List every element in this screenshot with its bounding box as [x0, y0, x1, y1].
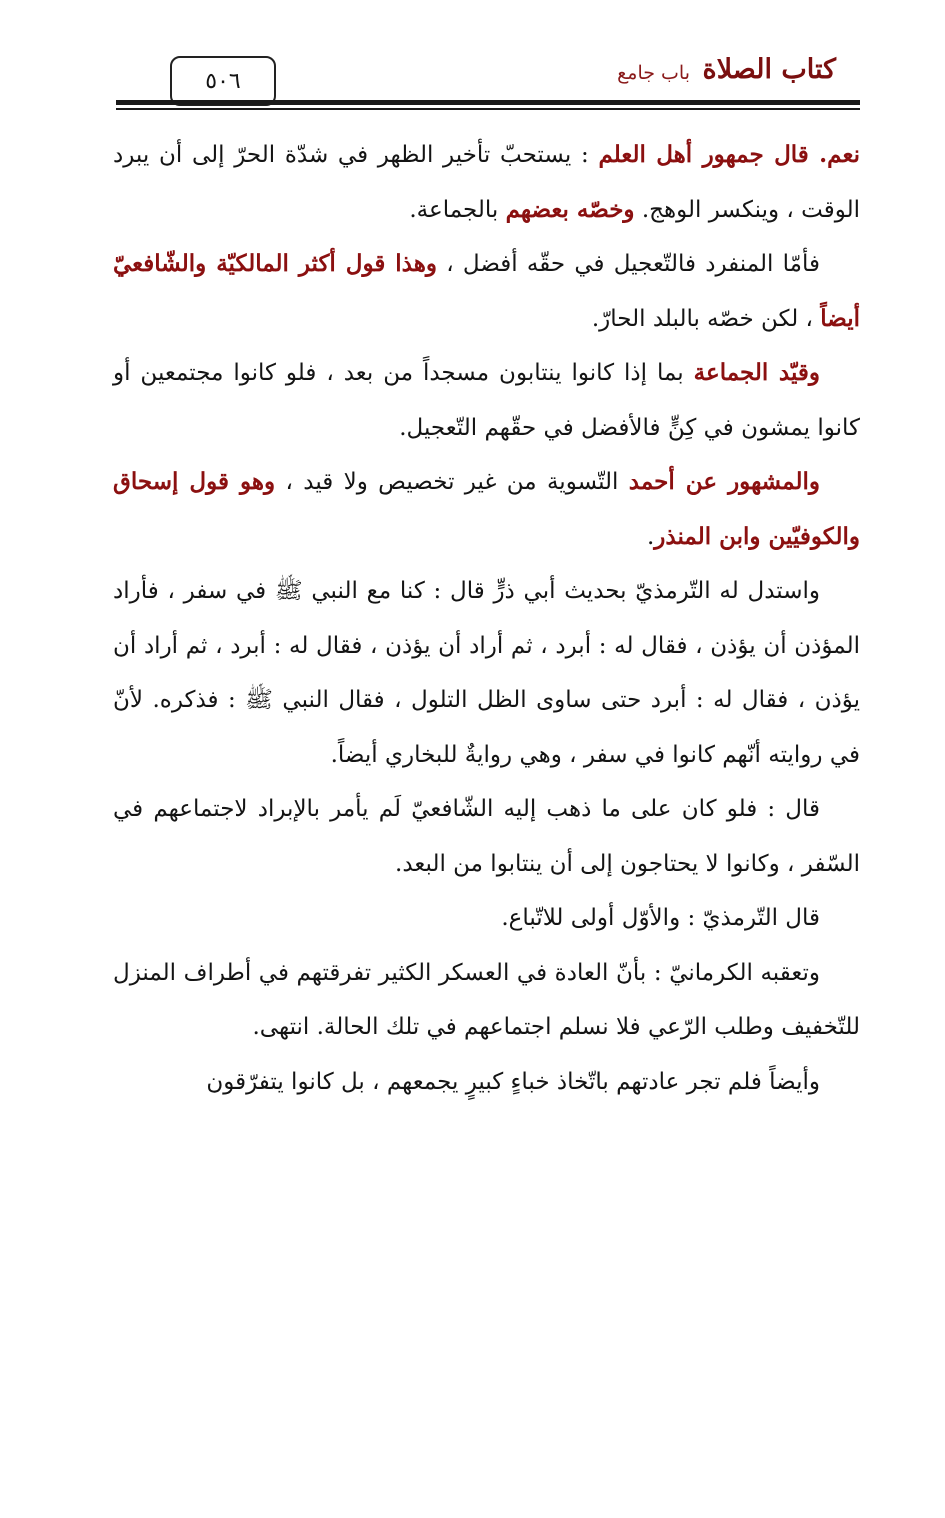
text-run: ، لكن خصّه بالبلد الحارّ. — [591, 305, 821, 332]
paragraph — [113, 946, 860, 1055]
chapter-title: باب جامع — [617, 62, 690, 84]
text-run: بما إذا كانوا ينتابون مسجداً من بعد ، فلو كانوا مجتمعين أو كانوا يمشون في كِنٍّ فالأفضل في حقّهم التّعجيل. — [113, 360, 860, 441]
text-run: التّسوية من غير تخصيص ولا قيد ، — [275, 469, 629, 495]
highlighted-phrase: وخصّه بعضهم — [505, 195, 635, 223]
paragraph — [113, 346, 860, 455]
highlighted-phrase: نعم. قال جمهور أهل العلم — [598, 141, 860, 168]
header-divider-thick — [116, 100, 860, 105]
paragraph — [113, 564, 860, 782]
highlighted-phrase: والمشهور عن أحمد — [628, 468, 820, 495]
text-run: واستدل له التّرمذيّ بحديث أبي ذرٍّ قال : كنا مع النبي ﷺ في سفر ، فأراد المؤذن أن يؤذن ، فقال له : أبرد ، ثم أراد أن يؤذن ، فقال له : أبرد ، ثم أراد أن يؤذن ، فقال له : أبرد حتى ساوى الظل التلول ، فقال النبي ﷺ : فذكره. لأنّ في روايته أنّهم كانوا في سفر ، وهي روايةٌ للبخاري أيضاً. — [113, 578, 860, 768]
paragraph — [113, 237, 860, 346]
text-run: قال التّرمذيّ : والأوّل أولى للاتّباع. — [501, 905, 820, 931]
page-header — [116, 48, 860, 106]
book-title: كتاب الصلاة — [702, 54, 836, 85]
paragraph — [113, 1055, 860, 1110]
text-run: وأيضاً فلم تجر عادتهم باتّخاذ خباءٍ كبيرٍ يجمعهم ، بل كانوا يتفرّقون — [206, 1068, 820, 1095]
text-run: . — [646, 523, 655, 550]
text-run: فأمّا المنفرد فالتّعجيل في حقّه أفضل ، — [437, 251, 821, 277]
paragraph — [113, 455, 860, 564]
text-run: قال : فلو كان على ما ذهب إليه الشّافعيّ لَم يأمر بالإبراد لاجتماعهم في السّفر ، وكانوا لا يحتاجون إلى أن ينتابوا من البعد. — [113, 796, 860, 877]
text-run: : يستحبّ تأخير الظهر في شدّة الحرّ إلى أن يبرد الوقت ، وينكسر الوهج. — [113, 142, 860, 223]
paragraph — [113, 891, 860, 946]
paragraph — [113, 782, 860, 891]
page-body — [113, 128, 860, 1109]
paragraph — [113, 128, 860, 237]
highlighted-phrase: وقيّد الجماعة — [693, 359, 820, 386]
highlighted-phrase: وهذا قول أكثر المالكيّة والشّافعيّ أيضاً — [113, 250, 860, 332]
page-number: ٥٠٦ — [170, 56, 276, 106]
highlighted-phrase: وهو قول إسحاق والكوفيّين وابن المنذر — [113, 468, 860, 550]
header-divider-thin — [116, 108, 860, 110]
text-run: بالجماعة. — [409, 196, 506, 223]
text-run: وتعقبه الكرمانيّ : بأنّ العادة في العسكر الكثير تفرقتهم في أطراف المنزل للتّخفيف وطلب الرّعي فلا نسلم اجتماعهم في تلك الحالة. انتهى. — [113, 959, 860, 1040]
